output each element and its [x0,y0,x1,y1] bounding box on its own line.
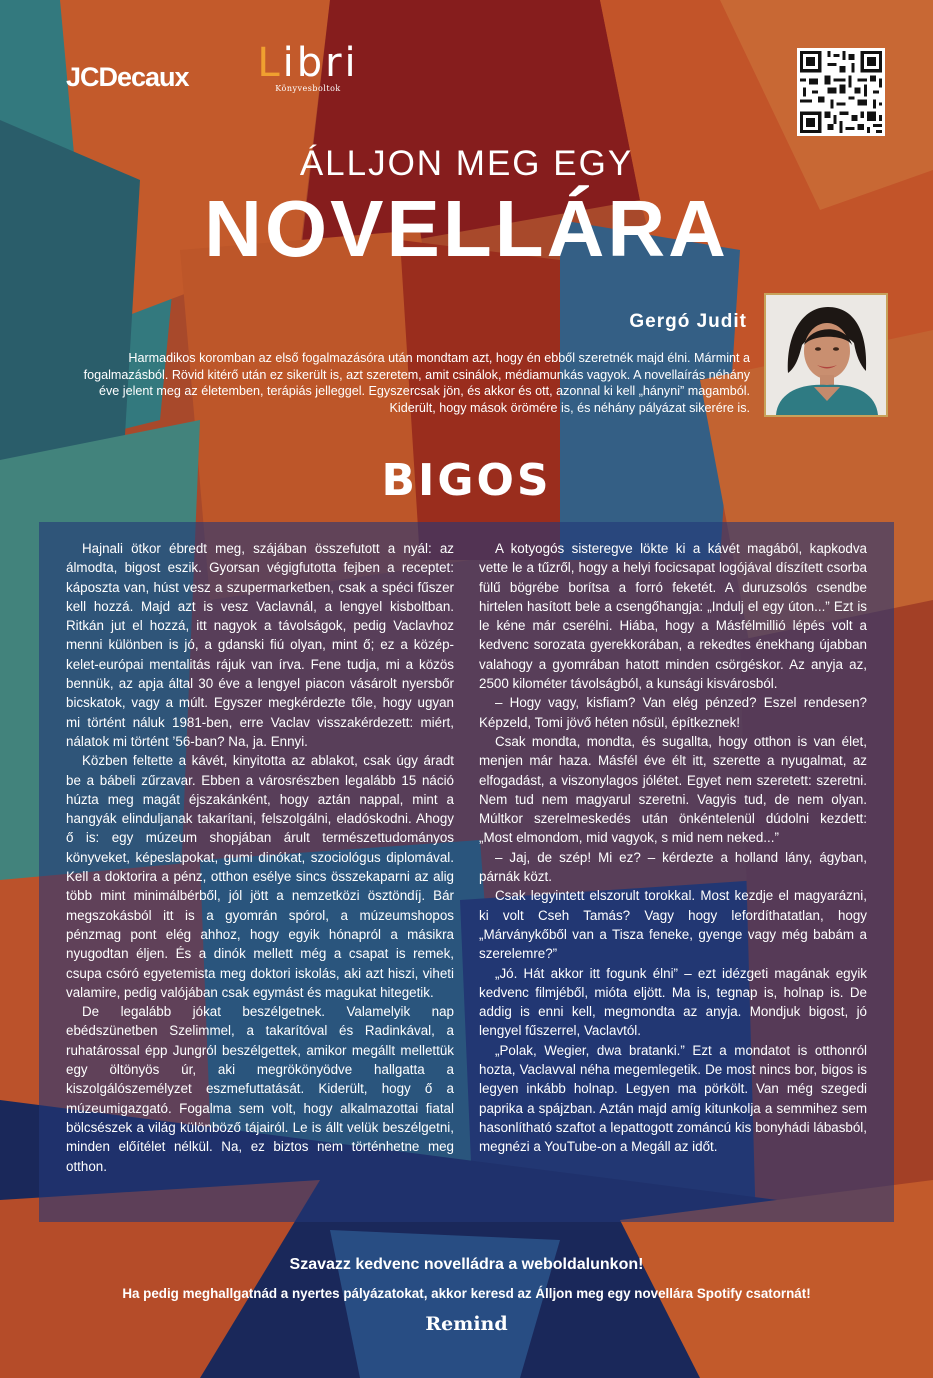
libri-logo-initial: L [257,40,283,86]
story-paragraph: Csak mondta, mondta, és sugallta, hogy otthon is van élet, menjen már haza. Másfél éve élt itt, szerette a nyugalmat, az elfogadást, a viszonylagos jólétet. Egyet nem szeretett: szeretni. Nem tud nem magyarul szeretni. Vagyis tud, de nem olyan. Múltkor szerelmeskedés után önkéntelenül dúdolni kezdett: „Most elmondom, mid vagyok, s mid nem neked...” [479,733,867,846]
story-paragraph: „Polak, Wegier, dwa bratanki.” Ezt a mondatot is otthonról hozta, Vaclavval néha megemlegetik. De most nincs bor, bigos is legyen inkább holnap. Legyen ma pörkölt. Van még szegedi paprika a spájzban. Aztán majd amíg kitunkolja a semmihez sem hasonlítható szaftot a lepattogott zománcú kis bonyhádi lábasból, megnézi a YouTube-on a Megáll az időt. [479,1042,867,1155]
story-paragraph: De legalább jókat beszélgetnek. Valamelyik nap ebédszünetben Szelimmel, a takarítóval és Radinkával, a ruhatárossal épp Jungról beszélgettek, amikor megállt mellettük egy öltönyös úr, aki megrökönyödve hallgatta a kiszolgálószemélyzet eszmefuttatását. Kiderült, hogy ő a múzeumigazgató. Fogalma sem volt, hogy alkalmazottai fiatal bölcsészek a világ különböző tájairól. Le is állt velük beszélgetni, minden előítélet nélkül. Na, ez biztos nem történhetne meg otthon. [66,1004,454,1174]
libri-tagline: Könyvesboltok [275,84,341,93]
story-paragraph: „Jó. Hát akkor itt fogunk élni” – ezt idézgeti magának egyik kedvenc filmjéből, mióta eljött. Ma is, tegnap is, holnap is. De addig is enni kell, megmondta az anyja. Mondjuk bigost, jó lengyel fűszerrel, Vaclavtól. [479,965,867,1039]
story-paragraph: Hajnali ötkor ébredt meg, szájában összefutott a nyál: az álmodta, bigost eszik. Gyorsan végigfutotta fejben a receptet: káposzta van, húst vesz a szupermarketben, csak a spéci fűszer kell hozzá. Majd azt is vesz Vaclavnál, a lengyel kisboltban. Ritkán jut el hozzá, itt nagyok a távolságok, pedig Vaclavhoz menni különben is jó, a gdanski fiú olyan, mint ő; ez a közép-kelet-európai mentalitás rájuk van írva. Fene tudja, mi a közös bennük, az apja által 30 éve a lengyel piacon vásárolt nyersbőr bicskatok, vagy a múlt. Egyszer megkérdezte tőle, hogy ugyan mi történt náluk 1981-ben, erre Vaclav visszakérdezett: miért, nálatok mi történt ’56-ban? Na, ja. Ennyi. [66,541,454,749]
spotify-call-to-action: Ha pedig meghallgatnád a nyertes pályázatokat, akkor keresd az Álljon meg egy novellára Spotify csatornát! [122,1286,811,1301]
author-name: Gergó Judit [629,311,747,332]
jcdecaux-logo: JCDecaux [66,62,189,92]
story-paragraph: – Hogy vagy, kisfiam? Van elég pénzed? Eszel rendesen? Képzeld, Tomi jövő héten nősül, építkeznek! [479,695,867,730]
story-paragraph: – Jaj, de szép! Mi ez? – kérdezte a holland lány, ágyban, párnák közt. [479,849,867,885]
story-column-right [479,539,867,1157]
story-title: BIGOS [381,455,552,506]
author-portrait [764,293,888,417]
qr-code-icon[interactable] [797,48,885,136]
remind-logo: Remind [425,1313,508,1335]
vote-call-to-action: Szavazz kedvenc novelládra a weboldalunkon! [289,1256,644,1273]
poster-main-title: NOVELLÁRA [204,184,729,273]
author-bio: Harmadikos koromban az első fogalmazásóra után mondtam azt, hogy én ebből szeretnék majd élni. Mármint a fogalmazásból. Rövid kitérő után ez sikerült is, azt szeretem, amit csinálok, médiamunkás vagyok. A novellaírás néhány éve jelent meg az életemben, terápiás jelleggel. Egyszercsak jön, és akkor és ott, azonnal ki kell „hányni” magamból. Kiderült, hogy mások örömére is, és néhány pályázat sikerére is. [83,351,750,415]
story-column-left [66,539,454,1176]
poster-supertitle: ÁLLJON MEG EGY [299,144,634,183]
story-paragraph: Közben feltette a kávét, kinyitotta az ablakot, csak úgy áradt be a bábeli zűrzavar. Ebben a városrészben legalább 15 náció húzta meg magát éjszakánként, hogy aztán nappal, mint a hangyák elinduljanak takarítani, felszolgálni, eladóskodni. Ahogy ő is: egy múzeum shopjában árult természettudományos könyveket, képeslapokat, gumi dinókat, szociológus diplomával. Kell a doktorira a pénz, otthon esélye sincs összekaparni az alig több mint minimálbérből, jól jött a nemzetközi ösztöndíj. Bár megszokásból itt is a gyomrán spórol, a múzeumshopos pénzmag pont elég ahhoz, hogy egyik hónapról a másikra nyugodtan éljen. És a dinók mellett még a csapat is remek, csupa csóró egyetemista meg doktori iskolás, aki azt hiszi, viheti valamire, pedig valójában csak egymást és magukat hitegetik. [66,753,454,1000]
story-paragraph: A kotyogós sisteregve lökte ki a kávét magából, kapkodva vette le a tűzről, hogy a helyi focicsapat logójával díszített csorba fülű bögrébe borítsa a forró feketét. A duruzsolós csendbe hirtelen hasított bele a csengőhangja: „Indulj el egy úton...” Ezt is le kéne már cserélni. Hiába, hogy a Másfélmillió lépés volt a kedvenc sorozata gyerekkorában, a rekedtes énekhang újabban valahogy a gyomrában hatott minden csörgéskor. Az anyja az, 2500 kilométer távolságból, a kunsági kisvárosból. [479,541,867,692]
story-paragraph: Csak legyintett elszorult torokkal. Most kezdje el magyarázni, ki volt Cseh Tamás? Vagy hogy lefordíthatatlan, hogy „Márványkőből van a Tisza feneke, gyenge vagy még babám a szerelemre?” [479,888,867,962]
libri-logo-rest: ibri [282,40,359,86]
libri-logo [252,40,364,93]
